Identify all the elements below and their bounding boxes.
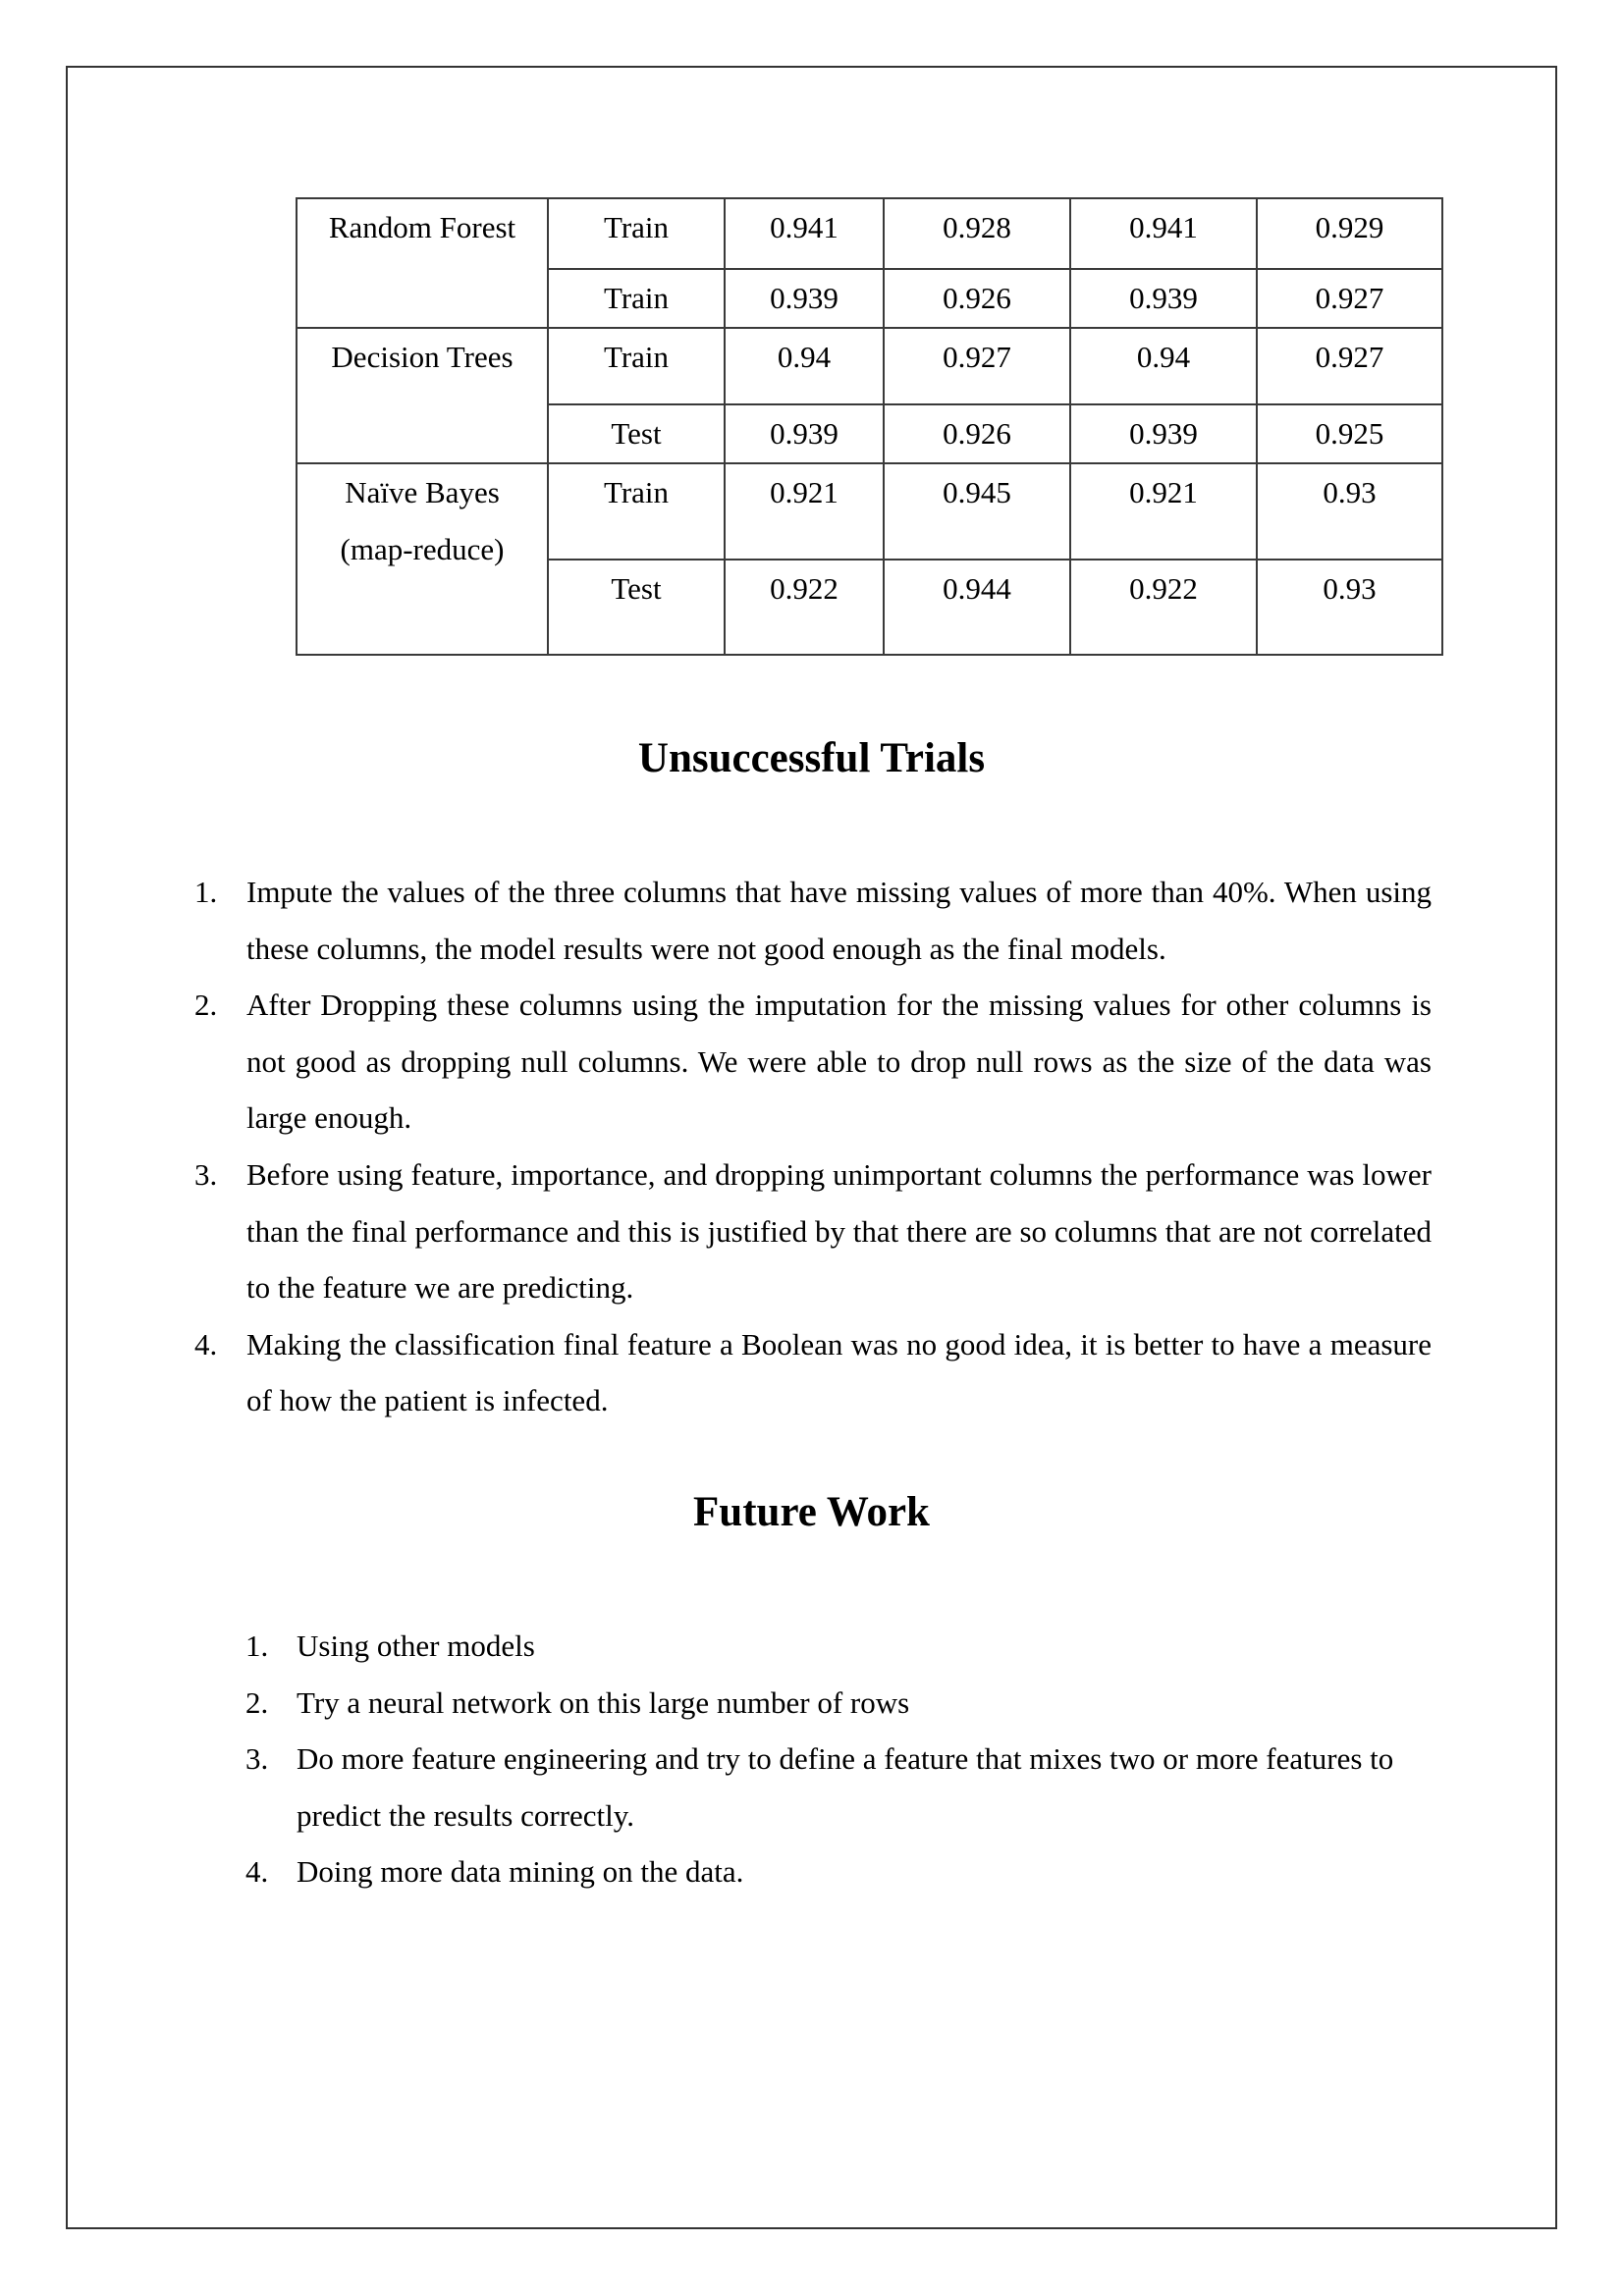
list-number: 4. — [245, 1854, 269, 1890]
value-cell: 0.927 — [1257, 328, 1442, 404]
list-item — [194, 1147, 1432, 1316]
list-item — [245, 1731, 1432, 1843]
table-row — [297, 198, 1442, 269]
split-cell: Train — [548, 463, 725, 560]
table-row — [297, 328, 1442, 404]
split-cell: Train — [548, 198, 725, 269]
list-text: Before using feature, importance, and dropping unimportant columns the performance was lower than the final performance and this is justified by that there are so columns that are not correlated to the feature we are predicting. — [246, 1156, 1432, 1306]
list-number: 4. — [194, 1326, 218, 1362]
list-item — [245, 1675, 1432, 1732]
value-cell: 0.939 — [725, 269, 884, 328]
value-cell: 0.944 — [884, 560, 1070, 655]
value-cell: 0.922 — [1070, 560, 1257, 655]
list-number: 2. — [194, 988, 218, 1023]
list-number: 1. — [245, 1629, 269, 1663]
value-cell: 0.921 — [725, 463, 884, 560]
table-row — [297, 463, 1442, 560]
value-cell: 0.93 — [1257, 463, 1442, 560]
value-cell: 0.939 — [725, 404, 884, 463]
list-text: After Dropping these columns using the imputation for the missing values for other columns is not good as dropping null columns. We were able to drop null rows as the size of the data was large enough. — [246, 988, 1432, 1136]
unsuccessful-trials-list — [194, 864, 1432, 1429]
value-cell: 0.94 — [1070, 328, 1257, 404]
list-text: Impute the values of the three columns that have missing values of more than 40%. When using these columns, the model results were not good enough as the final models. — [246, 875, 1432, 966]
model-name: Naïve Bayes — [345, 475, 500, 509]
value-cell: 0.926 — [884, 404, 1070, 463]
list-item — [194, 864, 1432, 977]
value-cell: 0.945 — [884, 463, 1070, 560]
value-cell: 0.941 — [725, 198, 884, 269]
future-work-heading: Future Work — [693, 1489, 930, 1535]
split-cell: Train — [548, 269, 725, 328]
value-cell: 0.929 — [1257, 198, 1442, 269]
model-subname: (map-reduce) — [340, 532, 505, 566]
model-name: Random Forest — [328, 210, 516, 244]
list-item — [245, 1843, 1432, 1900]
list-number: 3. — [245, 1741, 269, 1777]
future-work-list — [245, 1618, 1432, 1900]
value-cell: 0.928 — [884, 198, 1070, 269]
value-cell: 0.921 — [1070, 463, 1257, 560]
model-cell — [297, 198, 548, 328]
value-cell: 0.939 — [1070, 269, 1257, 328]
value-cell: 0.926 — [884, 269, 1070, 328]
value-cell: 0.939 — [1070, 404, 1257, 463]
list-text: Making the classification final feature a Boolean was no good idea, it is better to have a measure of how the patient is infected. — [246, 1326, 1432, 1418]
value-cell: 0.922 — [725, 560, 884, 655]
value-cell: 0.93 — [1257, 560, 1442, 655]
value-cell: 0.927 — [884, 328, 1070, 404]
split-cell: Test — [548, 560, 725, 655]
value-cell: 0.941 — [1070, 198, 1257, 269]
value-cell: 0.94 — [725, 328, 884, 404]
list-item — [245, 1618, 1432, 1675]
list-text: Using other models — [297, 1629, 535, 1663]
split-cell: Train — [548, 328, 725, 404]
list-number: 2. — [245, 1684, 269, 1720]
value-cell: 0.927 — [1257, 269, 1442, 328]
results-table — [296, 197, 1443, 656]
list-number: 3. — [194, 1156, 218, 1192]
list-text: Do more feature engineering and try to define a feature that mixes two or more features to predict the results correctly. — [297, 1741, 1394, 1833]
list-item — [194, 977, 1432, 1147]
list-text: Doing more data mining on the data. — [297, 1854, 744, 1890]
unsuccessful-trials-heading: Unsuccessful Trials — [637, 735, 986, 781]
model-cell — [297, 463, 548, 655]
split-cell: Test — [548, 404, 725, 463]
model-name: Decision Trees — [331, 340, 514, 374]
model-cell — [297, 328, 548, 463]
list-item — [194, 1316, 1432, 1429]
list-text: Try a neural network on this large number of rows — [297, 1684, 910, 1720]
value-cell: 0.925 — [1257, 404, 1442, 463]
list-number: 1. — [194, 875, 218, 909]
